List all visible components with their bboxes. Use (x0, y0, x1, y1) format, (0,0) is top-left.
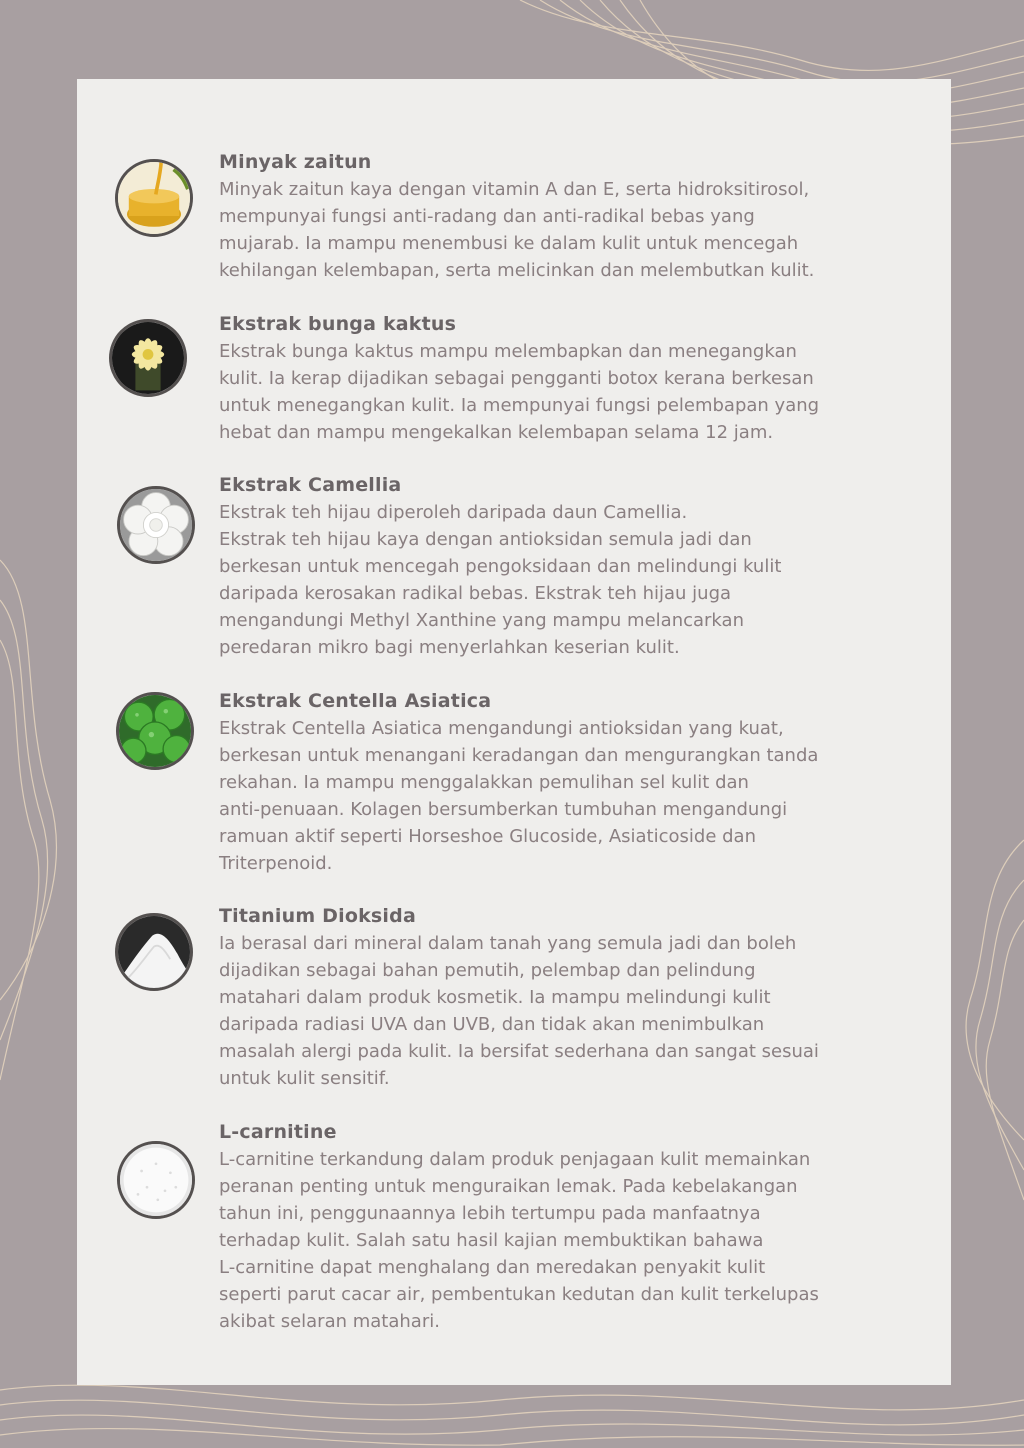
ingredient-title: Minyak zaitun (219, 151, 372, 173)
ingredient-title: Ekstrak Centella Asiatica (219, 690, 492, 712)
white-granules-icon (117, 1141, 195, 1219)
ingredient-description: Ekstrak Centella Asiatica mengandungi antioksidan yang kuat, berkesan untuk menangani keradangan dan mengurangkan tanda rekahan. Ia mampu menggalakkan pemulihan sel kulit dan anti-penuaan. Kolagen bersumberkan tumbuhan mengandungi ramuan aktif seperti Horseshoe Glucoside, Asiaticoside dan Triterpenoid. (219, 718, 819, 874)
ingredient-description: Ekstrak bunga kaktus mampu melembapkan dan menegangkan kulit. Ia kerap dijadikan sebagai pengganti botox kerana berkesan untuk menegangkan kulit. Ia mempunyai fungsi pelembapan yang hebat dan mampu mengekalkan kelembapan selama 12 jam. (219, 341, 820, 443)
ingredient-description: Ia berasal dari mineral dalam tanah yang semula jadi dan boleh dijadikan sebagai bahan pemutih, pelembap dan pelindung matahari dalam produk kosmetik. Ia mampu melindungi kulit daripada radiasi UVA dan UVB, dan tidak akan menimbulkan masalah alergi pada kulit. Ia bersifat sederhana dan sangat sesuai untuk kulit sensitif. (219, 933, 819, 1089)
white-powder-icon (115, 913, 193, 991)
ingredient-title: L-carnitine (219, 1121, 337, 1143)
ingredient-description: Minyak zaitun kaya dengan vitamin A dan E, serta hidroksitirosol, mempunyai fungsi anti-radang dan anti-radikal bebas yang mujarab. Ia mampu menembusi ke dalam kulit untuk mencegah kehilangan kelembapan, serta melicinkan dan melembutkan kulit. (219, 179, 815, 281)
olive-oil-icon (115, 159, 193, 237)
centella-leaves-icon (116, 692, 194, 770)
ingredient-title: Ekstrak Camellia (219, 474, 402, 496)
ingredients-card (77, 79, 951, 1385)
camellia-flower-icon (117, 486, 195, 564)
cactus-flower-icon (109, 319, 187, 397)
ingredient-description: Ekstrak teh hijau diperoleh daripada daun Camellia. Ekstrak teh hijau kaya dengan antioksidan semula jadi dan berkesan untuk mencegah pengoksidaan dan melindungi kulit daripada kerosakan radikal bebas. Ekstrak teh hijau juga mengandungi Methyl Xanthine yang mampu melancarkan peredaran mikro bagi menyerlahkan keserian kulit. (219, 502, 782, 658)
ingredient-description: L-carnitine terkandung dalam produk penjagaan kulit memainkan peranan penting untuk menguraikan lemak. Pada kebelakangan tahun ini, penggunaannya lebih tertumpu pada manfaatnya terhadap kulit. Salah satu hasil kajian membuktikan bahawa L-carnitine dapat menghalang dan meredakan penyakit kulit seperti parut cacar air, pembentukan kedutan dan kulit terkelupas akibat selaran matahari. (219, 1149, 819, 1332)
ingredient-title: Titanium Dioksida (219, 905, 416, 927)
ingredient-title: Ekstrak bunga kaktus (219, 313, 457, 335)
